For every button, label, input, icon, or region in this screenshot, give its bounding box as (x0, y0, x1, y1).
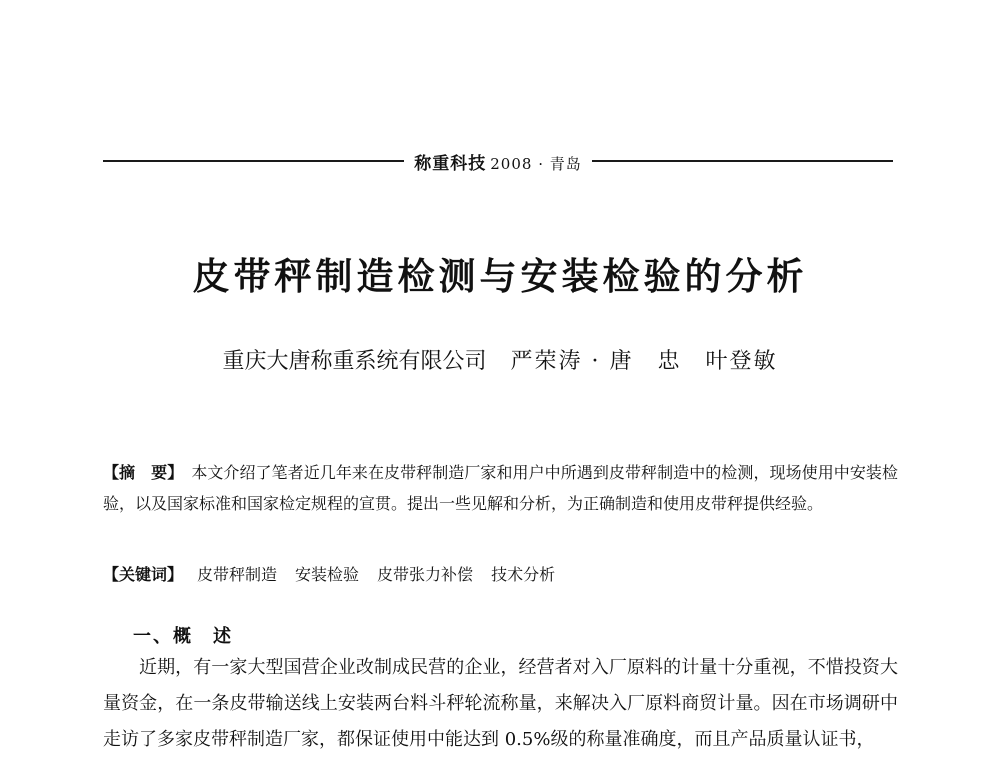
keyword: 皮带秤制造 (197, 565, 278, 584)
keywords-label: 【关键词】 (103, 565, 184, 584)
section-heading: 一、概 述 (133, 626, 233, 647)
affiliation: 重庆大唐称重系统有限公司 (222, 349, 487, 374)
abstract-label: 【摘 要】 (103, 463, 184, 482)
journal-year-location: 2008 · 青岛 (490, 154, 582, 173)
keyword: 技术分析 (491, 565, 556, 584)
header-rule-left (103, 160, 404, 162)
abstract (103, 457, 898, 519)
journal-header (103, 146, 893, 176)
author-line (0, 344, 1000, 375)
abstract-text: 本文介绍了笔者近几年来在皮带秤制造厂家和用户中所遇到皮带秤制造中的检测，现场使用中安装检验，以及国家标准和国家检定规程的宣贯。提出一些见解和分析，为正确制造和使用皮带秤提供经验。 (103, 463, 898, 513)
header-rule-right (592, 160, 893, 162)
keyword: 皮带张力补偿 (377, 565, 474, 584)
keyword: 安装检验 (295, 565, 360, 584)
keywords (103, 561, 898, 589)
author-names: 严荣涛 · 唐 忠 叶登敏 (510, 349, 778, 374)
paper-title: 皮带秤制造检测与安装检验的分析 (192, 254, 808, 298)
body-paragraph: 近期，有一家大型国营企业改制成民营的企业，经营者对入厂原料的计量十分重视，不惜投资大量资金，在一条皮带输送线上安装两台料斗秤轮流称量，来解决入厂原料商贸计量。因在市场调研中走访了多家皮带秤制造厂家，都保证使用中能达到 0.5%级的称量准确度，而且产品质量认证书， (103, 657, 898, 750)
journal-header-text (404, 149, 591, 174)
journal-name: 称重科技 (414, 153, 487, 174)
